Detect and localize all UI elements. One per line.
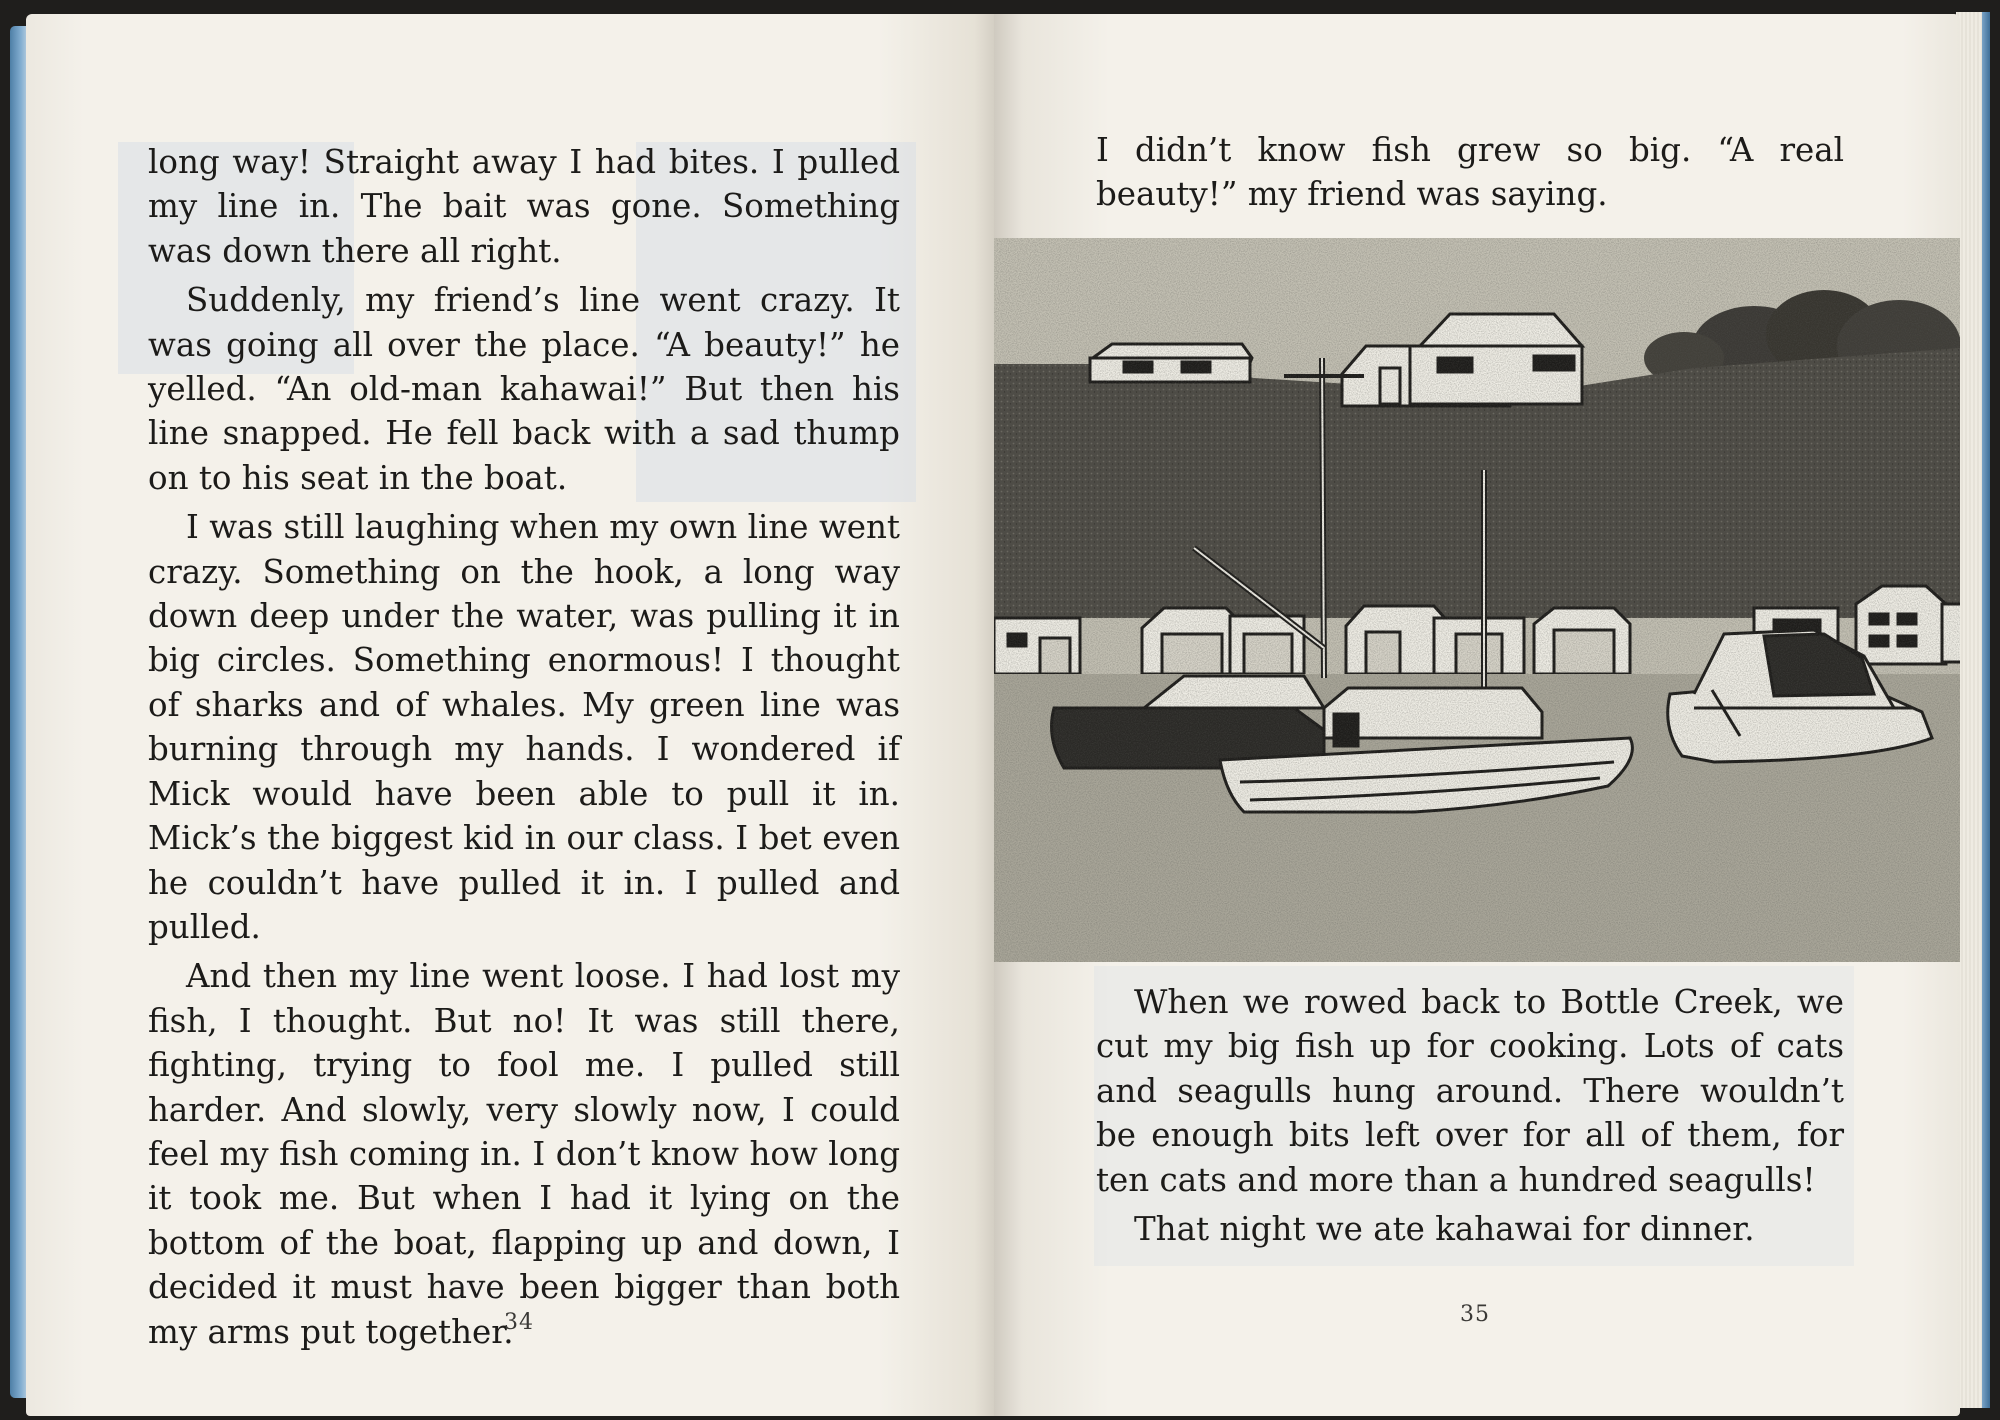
paragraph: That night we ate kahawai for dinner. (1134, 1210, 1755, 1249)
print-grain (994, 238, 1960, 962)
paragraph: Suddenly, my friend’s line went crazy. It was going all over the place. “A beauty!” he yelled. “An old-man kahawai!” But then his line snapped. He fell back with a sad thump on to his seat in the boat. (148, 281, 900, 497)
paragraph: long way! Straight away I had bites. I pulled my line in. The bait was gone. Something was down there all right. (148, 143, 900, 270)
page-number-right: 35 (1460, 1302, 1490, 1327)
left-page-text (148, 140, 900, 1359)
harbour-illustration (994, 238, 1960, 962)
paragraph: And then my line went loose. I had lost my fish, I thought. But no! It was still there, fighting, trying to fool me. I pulled still harder. And slowly, very slowly now, I could feel my fish coming in. I don’t know how long it took me. But when I had it lying on the bottom of the boat, flapping up and down, I decided it must have been bigger than both my arms put together. (148, 957, 900, 1351)
page-number-left: 34 (504, 1310, 534, 1335)
right-page-top-text (1096, 128, 1844, 222)
paragraph: When we rowed back to Bottle Creek, we cut my big fish up for cooking. Lots of cats and seagulls hung around. There wouldn’t be enough bits left over for all of them, for ten cats and more than a hundred seagulls! (1096, 983, 1844, 1199)
right-page-bottom-text (1096, 980, 1844, 1256)
paragraph: I didn’t know fish grew so big. “A real beauty!” my friend was saying. (1096, 131, 1844, 214)
paragraph: I was still laughing when my own line went crazy. Something on the hook, a long way down deep under the water, was pulling it in big circles. Something enormous! I thought of sharks and of whales. My green line was burning through my hands. I wondered if Mick would have been able to pull it in. Mick’s the biggest kid in our class. I bet even he couldn’t have pulled it in. I pulled and pulled. (148, 508, 900, 946)
book-page-stack-right (1956, 12, 1990, 1408)
